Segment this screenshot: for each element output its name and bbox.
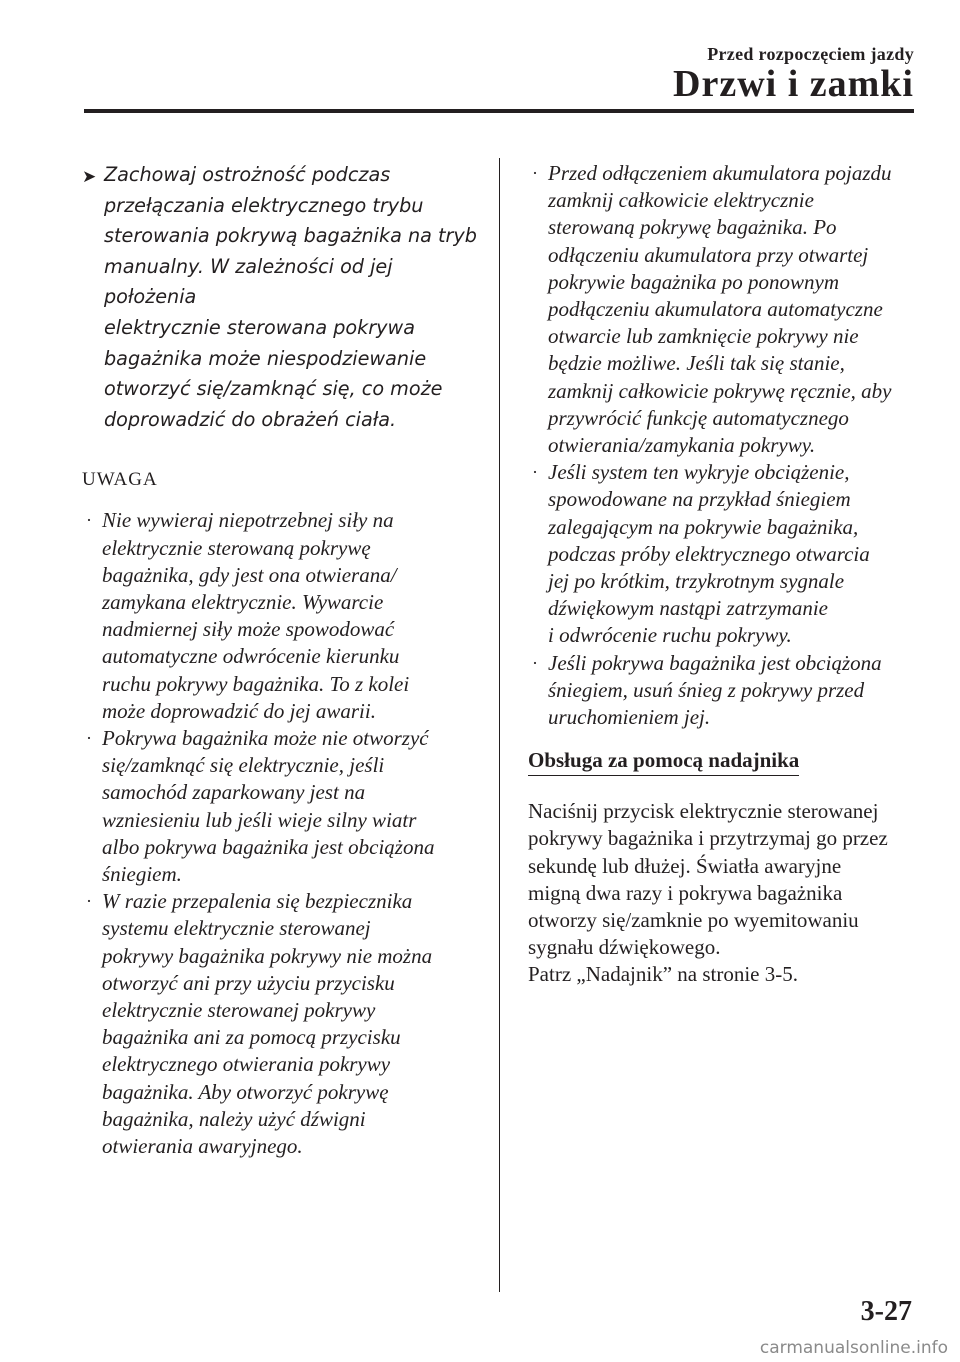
watermark: carmanualsonline.info [759, 1338, 948, 1358]
text-line: pokrywy bagażnika pokrywy nie można [102, 943, 433, 968]
text-line: elektrycznie sterowana pokrywa [104, 315, 415, 339]
text-line: otwierania awaryjnego. [102, 1134, 303, 1159]
bullet-dot-icon: · [86, 727, 92, 748]
bullet-dot-icon: · [86, 891, 92, 912]
left-column [82, 160, 478, 1160]
text-line: dźwiękowym nastąpi zatrzymanie [548, 596, 828, 621]
header-section-label: Przed rozpoczęciem jazdy [707, 44, 914, 64]
bullet-dot-icon: · [532, 163, 538, 183]
text-line: się/zamknąć się elektrycznie, jeśli [102, 753, 385, 778]
text-line: podczas próby elektrycznego otwarcia [548, 541, 870, 566]
text-line: spowodowane na przykład śniegiem [548, 487, 851, 512]
bullet-dot-icon: · [532, 462, 538, 483]
text-line: otwarcie lub zamknięcie pokrywy nie [548, 324, 859, 349]
text-line: bagażnika, gdy jest ona otwierana/ [102, 562, 397, 587]
header-rule [84, 109, 914, 113]
text-line: sterowaną pokrywę bagażnika. Po [548, 215, 837, 240]
text-line: automatyczne odwrócenie kierunku [102, 644, 400, 669]
note-title: UWAGA [82, 469, 158, 491]
text-line: nadmiernej siły może spowodować [102, 617, 395, 642]
page-number: 3-27 [860, 1296, 912, 1327]
warning-block [82, 160, 478, 435]
text-line: bagażnika może niespodziewanie [104, 346, 427, 370]
text-line: sekundę lub dłużej. Światła awaryjne [528, 853, 842, 878]
text-line: bagażnika. Aby otworzyć pokrywę [102, 1079, 389, 1104]
text-line: Jeśli pokrywa bagażnika jest obciążona [548, 650, 882, 675]
text-line: podłączeniu akumulatora automatyczne [548, 297, 883, 322]
text-line: Pokrywa bagażnika może nie otworzyć [102, 725, 429, 750]
text-line: otworzy się/zamknie po wyemitowaniu [528, 908, 859, 933]
text-line: Przed odłączeniem akumulatora pojazdu [548, 161, 892, 185]
text-line: doprowadzić do obrażeń ciała. [104, 407, 397, 431]
text-line: ruchu pokrywy bagażnika. To z kolei [102, 671, 410, 696]
text-line: zalegającym na pokrywie bagażnika, [548, 514, 859, 539]
text-line: Nie wywieraj niepotrzebnej siły na [102, 508, 394, 533]
text-line: bagażnika, należy użyć dźwigni [102, 1106, 366, 1131]
text-line: wzniesieniu lub jeśli wieje silny wiatr [102, 807, 417, 832]
note-bullet [528, 459, 920, 649]
note-bullet [528, 650, 920, 732]
text-line: zamknij całkowicie pokrywę ręcznie, aby [548, 378, 892, 403]
text-line: śniegiem. [102, 861, 182, 886]
text-line: albo pokrywa bagażnika jest obciążona [102, 834, 435, 859]
text-line: elektrycznie sterowanej pokrywy [102, 998, 376, 1022]
text-line: może doprowadzić do jej awarii. [102, 698, 376, 723]
right-column [528, 160, 920, 989]
text-line: będzie możliwe. Jeśli tak się stanie, [548, 351, 845, 376]
section-heading: Obsługa za pomocą nadajnika [528, 747, 799, 776]
text-line: jej po krótkim, trzykrotnym sygnale [548, 569, 845, 594]
text-line: Patrz „Nadajnik” na stronie 3-5. [528, 962, 798, 987]
note-bullets-left [82, 507, 478, 1160]
text-line: samochód zaparkowany jest na [102, 780, 366, 805]
text-line: elektrycznie sterowaną pokrywę [102, 535, 371, 560]
text-line: sterowania pokrywą bagażnika na tryb [104, 224, 477, 248]
text-line: Zachowaj ostrożność podczas [104, 163, 391, 186]
arrow-right-icon: ➤ [82, 167, 97, 187]
note-bullet [82, 888, 478, 1160]
text-line: elektrycznego otwierania pokrywy [102, 1052, 391, 1077]
text-line: uruchomieniem jej. [548, 705, 711, 730]
section-paragraph [528, 798, 920, 988]
text-line: zamykana elektrycznie. Wywarcie [102, 589, 384, 614]
text-line: sygnału dźwiękowego. [528, 935, 721, 960]
text-line: otwierania/zamykania pokrywy. [548, 433, 816, 458]
bullet-dot-icon: · [86, 510, 92, 531]
text-line: Naciśnij przycisk elektrycznie sterowanej [528, 799, 879, 824]
text-line: zamknij całkowicie elektrycznie [548, 188, 814, 213]
text-line: manualny. W zależności od jej położenia [104, 254, 393, 309]
text-line: otworzyć się/zamknąć się, co może [104, 377, 443, 401]
text-line: otworzyć ani przy użyciu przycisku [102, 970, 395, 995]
page-title: Drzwi i zamki [673, 63, 914, 105]
note-bullet [528, 160, 920, 459]
text-line: śniegiem, usuń śnieg z pokrywy przed [548, 677, 865, 702]
text-line: pokrywie bagażnika po ponownym [548, 269, 840, 294]
note-bullet [82, 725, 478, 888]
note-bullets-right [528, 160, 920, 731]
text-line: systemu elektrycznie sterowanej [102, 916, 371, 941]
text-line: pokrywy bagażnika i przytrzymaj go przez [528, 826, 888, 851]
text-line: migną dwa razy i pokrywa bagażnika [528, 880, 843, 905]
text-line: Jeśli system ten wykryje obciążenie, [548, 460, 850, 485]
bullet-dot-icon: · [532, 652, 538, 673]
text-line: przełączania elektrycznego trybu [104, 193, 424, 217]
note-bullet [82, 507, 478, 725]
text-line: odłączeniu akumulatora przy otwartej [548, 242, 869, 267]
text-line: bagażnika ani za pomocą przycisku [102, 1025, 401, 1050]
text-line: przywrócić funkcję automatycznego [548, 405, 849, 430]
column-divider [499, 158, 500, 1292]
text-line: W razie przepalenia się bezpiecznika [102, 889, 413, 914]
text-line: i odwrócenie ruchu pokrywy. [548, 623, 792, 648]
